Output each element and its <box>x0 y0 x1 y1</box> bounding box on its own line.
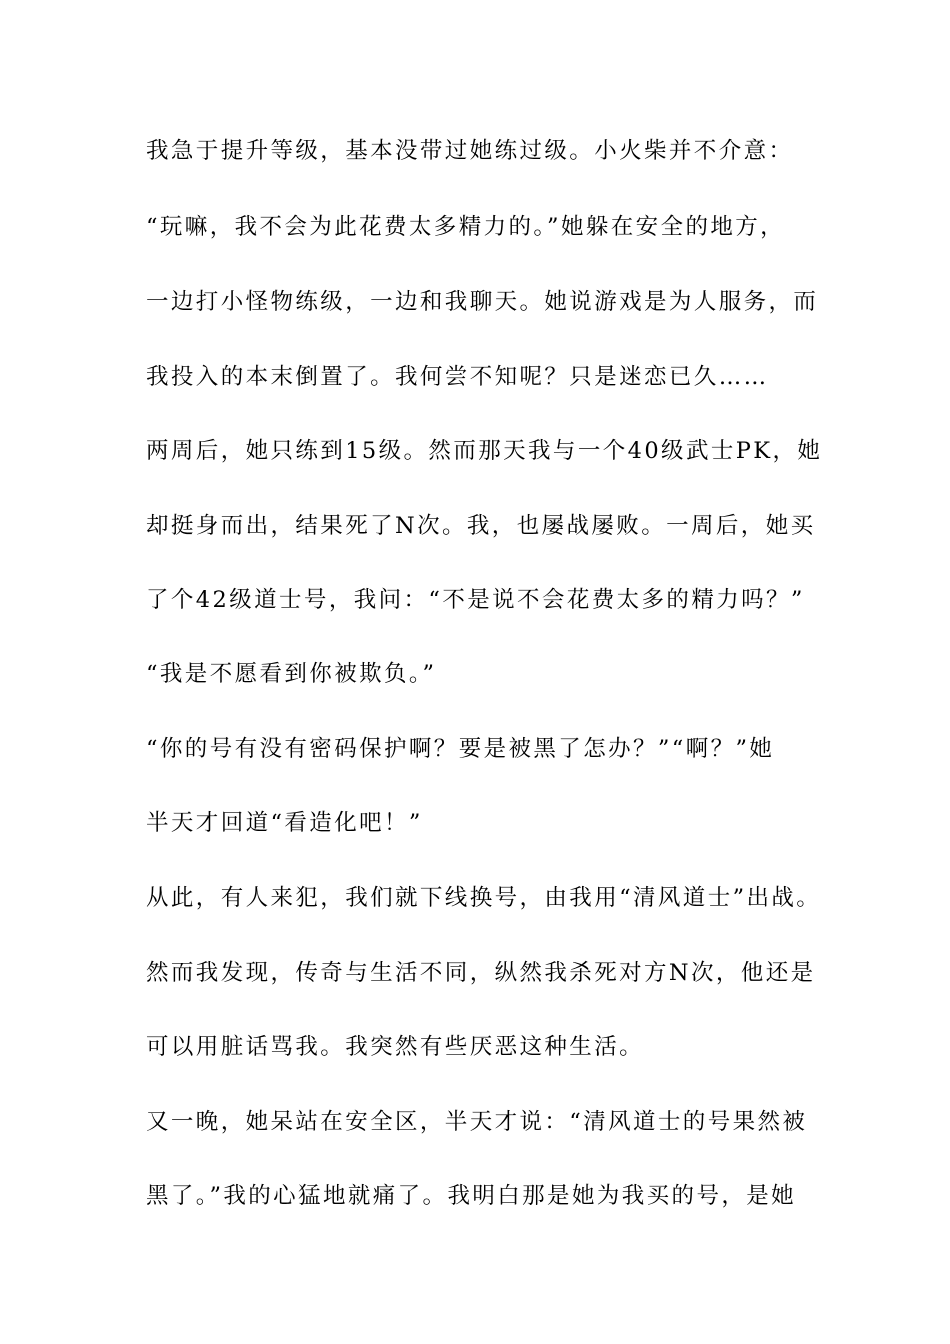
text-line: 却挺身而出，结果死了N次。我，也屡战屡败。一周后，她买 <box>146 513 816 539</box>
text-line: 从此，有人来犯，我们就下线换号，由我用“清风道士”出战。 <box>146 885 822 911</box>
text-line: “你的号有没有密码保护啊？要是被黑了怎办？”“啊？”她 <box>146 736 775 762</box>
text-line: 半天才回道“看造化吧！” <box>146 810 423 836</box>
text-line: “我是不愿看到你被欺负。” <box>146 661 437 687</box>
text-line: 黑了。”我的心猛地就痛了。我明白那是她为我买的号，是她 <box>146 1183 797 1209</box>
text-line: 然而我发现，传奇与生活不同，纵然我杀死对方N次，他还是 <box>146 960 816 986</box>
text-line: 我投入的本末倒置了。我何尝不知呢？只是迷恋已久…… <box>146 364 769 390</box>
text-line: 又一晚，她呆站在安全区，半天才说：“清风道士的号果然被 <box>146 1109 808 1135</box>
text-line: 可以用脏话骂我。我突然有些厌恶这种生活。 <box>146 1034 645 1060</box>
text-line: 一边打小怪物练级，一边和我聊天。她说游戏是为人服务，而 <box>146 289 819 315</box>
text-line: 两周后，她只练到15级。然而那天我与一个40级武士PK，她 <box>146 438 823 464</box>
text-line: 我急于提升等级，基本没带过她练过级。小火柴并不介意： <box>146 138 794 164</box>
text-line: 了个42级道士号，我问：“不是说不会花费太多的精力吗？” <box>146 587 805 613</box>
text-line: “玩嘛，我不会为此花费太多精力的。”她躲在安全的地方， <box>146 214 786 240</box>
